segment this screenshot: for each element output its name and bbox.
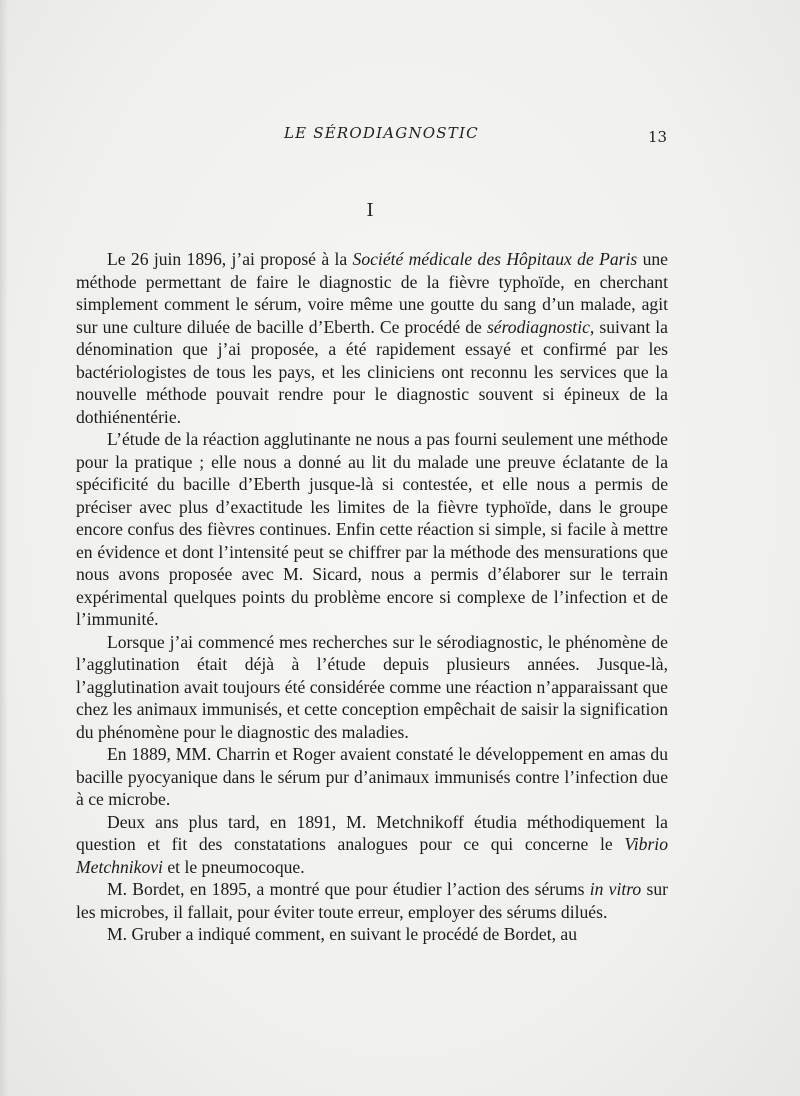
text-segment: , suivant la dénomination que j’ai proposée, a été rapidement essayé et confirmé par les bactériologistes de tous les pays, et les cliniciens ont reconnu les services que la nouvelle méthode pouvait rendre pour le diagnostic souvent si épineux de la dothiénentérie. xyxy=(76,316,668,427)
italic-segment: sérodiagnostic xyxy=(486,316,590,337)
text-segment: et le pneumocoque. xyxy=(162,856,305,877)
text-segment: une méthode permettant de faire le diagnostic de la fièvre typhoïde, en cherchant simplement comment le sérum, voire même une goutte du sang d’un malade, agit sur une culture diluée de bacille d’Eberth. Ce procédé de xyxy=(76,249,668,337)
paragraph xyxy=(76,878,668,923)
text-segment: En 1889, MM. Charrin et Roger avaient constaté le développement en amas du bacille pyocyanique dans le sérum pur d’animaux immunisés contre l’infection due à ce microbe. xyxy=(76,744,668,809)
paragraph xyxy=(76,923,668,946)
paragraph xyxy=(76,631,668,744)
section-number: I xyxy=(366,200,374,221)
text-segment: L’étude de la réaction agglutinante ne nous a pas fourni seulement une méthode pour la pratique ; elle nous a donné au lit du malade une preuve éclatante de la spécificité du bacille d’Eberth jusque-là si contestée, et elle nous a permis de préciser avec plus d’exactitude les limites de la fièvre typhoïde, dans le groupe encore confus des fièvres continues. Enfin cette réaction si simple, si facile à mettre en évidence et dont l’intensité peut se chiffrer par la méthode des mensurations que nous avons proposée avec M. Sicard, nous a permis d’élaborer sur le terrain expérimental quelques points du problème encore si complexe de l’infection et de l’immunité. xyxy=(76,429,668,629)
page-number: 13 xyxy=(648,128,668,146)
text-segment: Le 26 juin 1896, j’ai proposé à la xyxy=(107,249,353,269)
italic-segment: Vibrio Metchnikovi xyxy=(76,834,668,877)
text-segment: Lorsque j’ai commencé mes recherches sur le sérodiagnostic, le phénomène de l’agglutination était déjà à l’étude depuis plusieurs années. Jusque-là, l’agglutination avait toujours été considérée comme une réaction n’apparaissant que chez les animaux immunisés, et cette conception empêchait de saisir la signification du phénomène pour le diagnostic des maladies. xyxy=(76,631,668,742)
text-segment: sur les microbes, il fallait, pour éviter toute erreur, employer des sérums dilués. xyxy=(76,879,668,922)
paragraph xyxy=(76,428,668,631)
running-title: LE SÉRODIAGNOSTIC xyxy=(284,124,479,142)
text-segment: M. Gruber a indiqué comment, en suivant le procédé de Bordet, au xyxy=(107,924,577,944)
page-edge-shadow xyxy=(0,0,8,1096)
italic-segment: in vitro xyxy=(589,879,642,899)
paragraph xyxy=(76,248,668,428)
text-segment: Deux ans plus tard, en 1891, M. Metchnikoff étudia méthodiquement la question et fit des constatations analogues pour ce qui concerne le xyxy=(76,811,668,854)
paragraph xyxy=(76,811,668,879)
body-text xyxy=(76,248,668,946)
text-segment: M. Bordet, en 1895, a montré que pour étudier l’action des sérums xyxy=(107,879,590,899)
italic-segment: Société médicale des Hôpitaux de Paris xyxy=(352,249,638,269)
paragraph xyxy=(76,743,668,811)
